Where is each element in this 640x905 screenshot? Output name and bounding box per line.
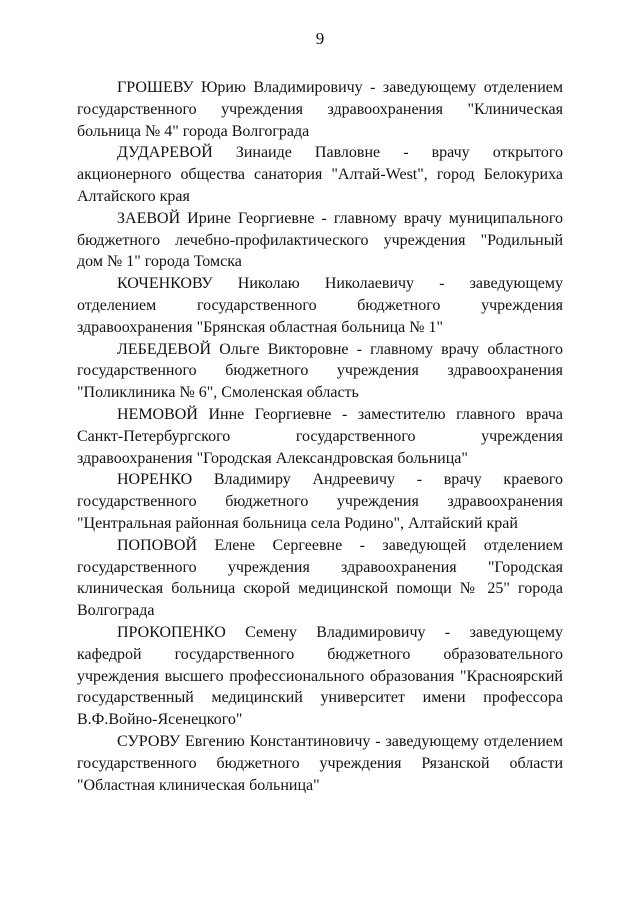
- list-item: [77, 273, 563, 338]
- entry-line: отделением государственного бюджетного учреждения: [77, 296, 563, 314]
- entry-line: акционерного общества санатория "Алтай-West", город Белокуриха: [77, 166, 563, 184]
- page-number: 9: [315, 29, 325, 48]
- entry-line: Алтайского края: [77, 187, 190, 205]
- list-item: [77, 77, 563, 142]
- list-item: [77, 535, 563, 622]
- entry-line: НЕМОВОЙ Инне Георгиевне - заместителю главного врача: [117, 405, 563, 423]
- entry-line: ЗАЕВОЙ Ирине Георгиевне - главному врачу муниципального: [117, 209, 563, 227]
- list-item: [77, 469, 563, 534]
- entry-line: государственного бюджетного учреждения здравоохранения: [77, 362, 563, 380]
- entry-line: ПОПОВОЙ Елене Сергеевне - заведующей отделением: [117, 536, 563, 554]
- entry-line: ЛЕБЕДЕВОЙ Ольге Викторовне - главному врачу областного: [117, 340, 563, 358]
- entry-line: здравоохранения "Городская Александровская больница": [77, 449, 468, 467]
- entry-line: государственного учреждения здравоохранения "Клиническая: [77, 100, 563, 118]
- list-item: [77, 622, 563, 731]
- entry-line: ПРОКОПЕНКО Семену Владимировичу - заведующему: [117, 623, 563, 641]
- entry-line: КОЧЕНКОВУ Николаю Николаевичу - заведующему: [117, 275, 563, 293]
- list-item: [77, 208, 563, 273]
- entry-line: "Поликлиника № 6", Смоленская область: [77, 384, 359, 402]
- entry-line: ДУДАРЕВОЙ Зинаиде Павловне - врачу открытого: [117, 144, 563, 162]
- document-body: [77, 77, 563, 796]
- entry-line: бюджетного лечебно-профилактического учреждения "Родильный: [77, 231, 563, 249]
- entry-line: государственный медицинский университет имени профессора: [77, 689, 563, 707]
- entry-line: государственного бюджетного учреждения Рязанской области: [77, 754, 563, 772]
- entry-line: клиническая больница скорой медицинской помощи № 25" города: [77, 580, 563, 598]
- entry-line: дом № 1" города Томска: [77, 253, 242, 271]
- entry-line: Санкт-Петербургского государственного учреждения: [77, 427, 563, 445]
- entry-line: "Областная клиническая больница": [77, 776, 320, 794]
- entry-line: "Центральная районная больница села Родино", Алтайский край: [77, 514, 518, 532]
- entry-line: ГРОШЕВУ Юрию Владимировичу - заведующему отделением: [117, 79, 563, 96]
- list-item: [77, 731, 563, 796]
- list-item: [77, 404, 563, 469]
- list-item: [77, 339, 563, 404]
- entry-line: здравоохранения "Брянская областная больница № 1": [77, 318, 444, 336]
- entry-line: Волгограда: [77, 602, 155, 620]
- entry-line: В.Ф.Войно-Ясенецкого": [77, 711, 243, 729]
- entry-line: больница № 4" города Волгограда: [77, 122, 310, 140]
- entry-line: НОРЕНКО Владимиру Андреевичу - врачу краевого: [117, 471, 563, 489]
- entry-line: СУРОВУ Евгению Константиновичу - заведующему отделением: [117, 732, 563, 750]
- entry-line: государственного бюджетного учреждения здравоохранения: [77, 493, 563, 511]
- entry-line: кафедрой государственного бюджетного образовательного: [77, 645, 563, 663]
- list-item: [77, 142, 563, 207]
- entry-line: учреждения высшего профессионального образования "Красноярский: [77, 667, 563, 685]
- entry-line: государственного учреждения здравоохранения "Городская: [77, 558, 563, 576]
